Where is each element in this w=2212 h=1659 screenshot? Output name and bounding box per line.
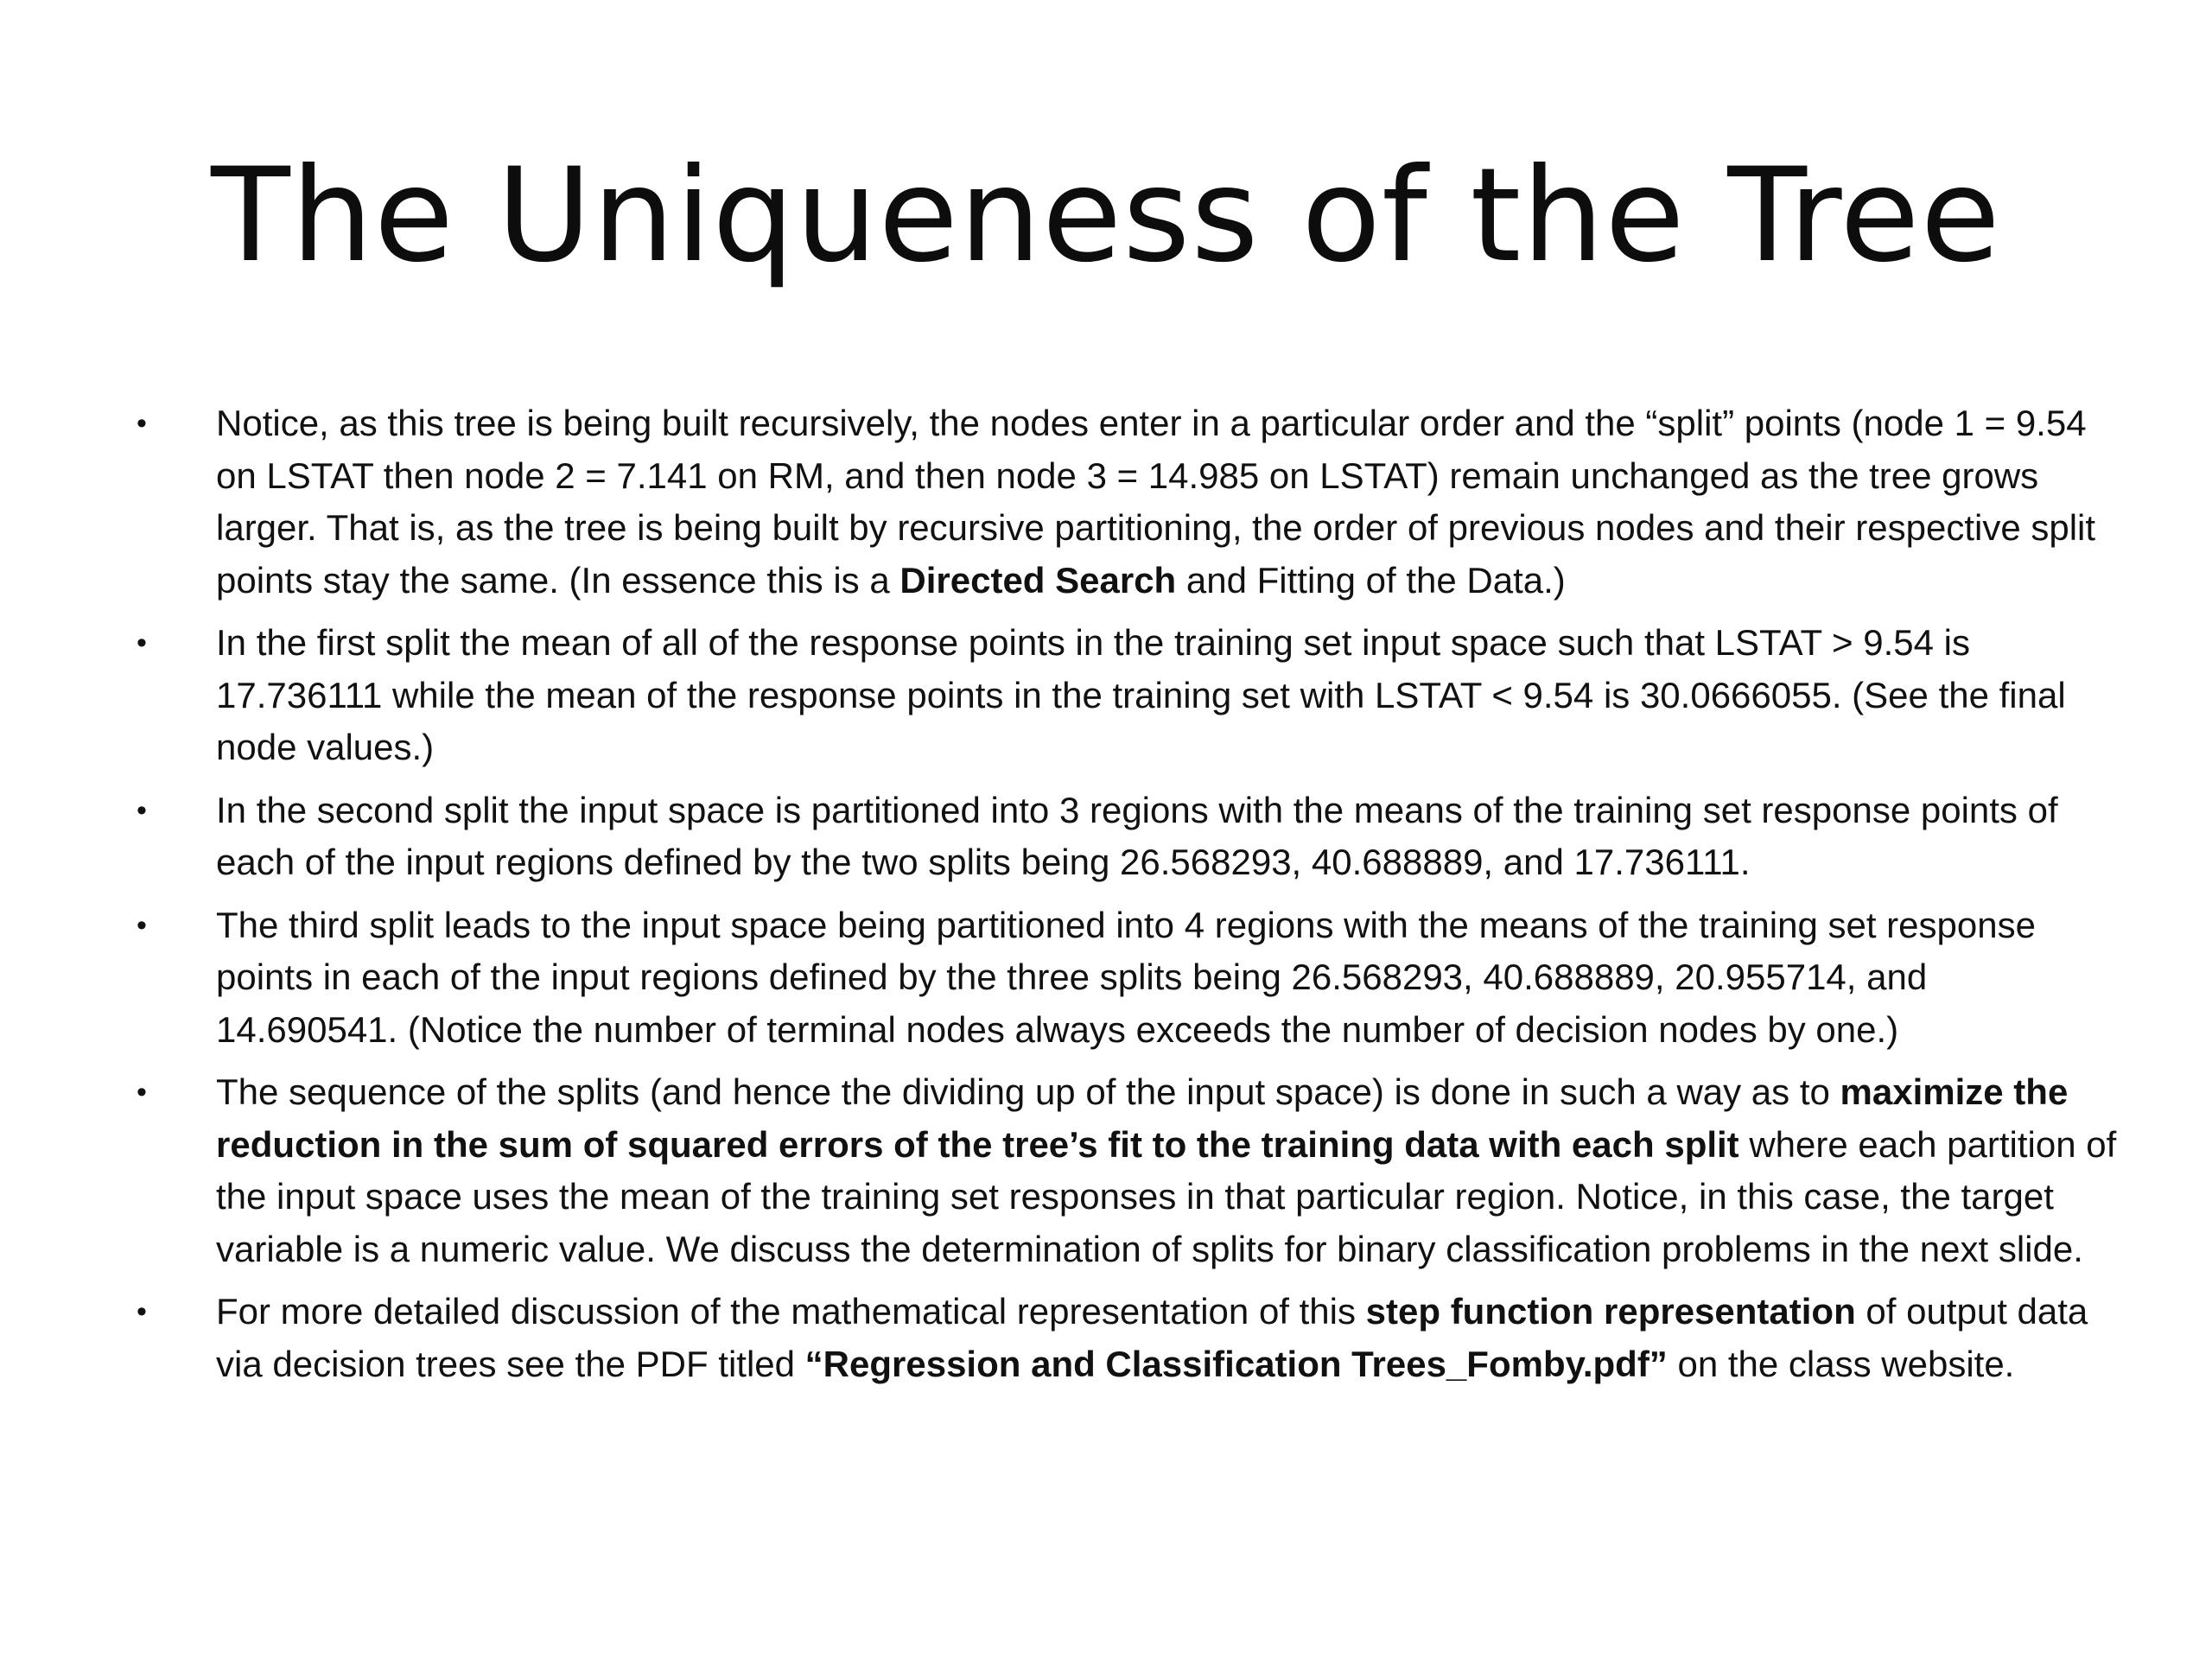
slide-title: The Uniqueness of the Tree (211, 141, 2001, 291)
bullet-text-segment: For more detailed discussion of the mathematical representation of this (216, 1291, 1366, 1332)
bullet-text-bold-segment: “Regression and Classification Trees_Fomby.pdf” (804, 1343, 1668, 1384)
bullet-dot-icon: • (137, 1295, 147, 1328)
bullet-dot-icon: • (137, 793, 147, 827)
bullet-text-segment: where each partition of the input space uses the mean of the training set responses in that particular region. Notice, in this case, the target variable is a numeric value. We discuss the determination of splits for binary classification problems in the next slide. (216, 1123, 2117, 1269)
bullet-text (216, 905, 2036, 1050)
bullet-item (130, 1286, 2117, 1390)
bullet-text (216, 1071, 2116, 1269)
bullet-text-segment: In the second split the input space is partitioned into 3 regions with the means of the training set response points of each of the input regions defined by the two splits being 26.568293, 40.688889, and 17.736111. (216, 789, 2058, 882)
bullet-text-bold-segment: step function representation (1365, 1291, 1856, 1332)
bullet-text (216, 790, 2058, 883)
bullet-text-segment: The sequence of the splits (and hence the dividing up of the input space) is done in such a way as to (216, 1071, 1840, 1112)
bullet-dot-icon: • (137, 1076, 147, 1109)
bullet-text (216, 403, 2095, 601)
bullet-text (216, 1291, 2088, 1384)
bullet-text-segment: The third split leads to the input space being partitioned into 4 regions with the means of the training set response points in each of the input regions defined by the three splits being 26.568293, 40.688889, 20.955714, and 14.690541. (Notice the number of terminal nodes always exceeds the number of decision nodes by one.) (216, 904, 2036, 1050)
bullet-text-segment: of output data via decision trees see the PDF titled (216, 1291, 2088, 1384)
bullet-item (130, 617, 2117, 774)
bullet-text (216, 622, 2066, 767)
bullet-item (130, 397, 2117, 607)
bullet-text-segment: In the first split the mean of all of the response points in the training set input space such that LSTAT > 9.54 is 17.736111 while the mean of the response points in the training set with LSTAT < 9.54 is 30.0666055. (See the final node values.) (216, 622, 2066, 767)
bullet-dot-icon: • (137, 908, 147, 942)
bullet-dot-icon: • (137, 407, 147, 440)
bullet-text-bold-segment: maximize the reduction in the sum of squared errors of the tree’s fit to the training data with each split (216, 1071, 2069, 1165)
bullet-text-segment: and Fitting of the Data.) (1176, 559, 1566, 601)
bullet-item (130, 785, 2117, 889)
bullet-item (130, 1066, 2117, 1275)
bullet-list (130, 397, 2117, 1401)
bullet-item (130, 899, 2117, 1057)
bullet-dot-icon: • (137, 626, 147, 659)
bullet-text-segment: Notice, as this tree is being built recursively, the nodes enter in a particular order and the “split” points (node 1 = 9.54 on LSTAT then node 2 = 7.141 on RM, and then node 3 = 14.985 on LSTAT) remain unchanged as the tree grows larger. That is, as the tree is being built by recursive partitioning, the order of previous nodes and their respective split points stay the same. (In essence this is a (216, 403, 2096, 601)
bullet-text-bold-segment: Directed Search (899, 559, 1177, 601)
bullet-text-segment: on the class website. (1667, 1343, 2015, 1384)
